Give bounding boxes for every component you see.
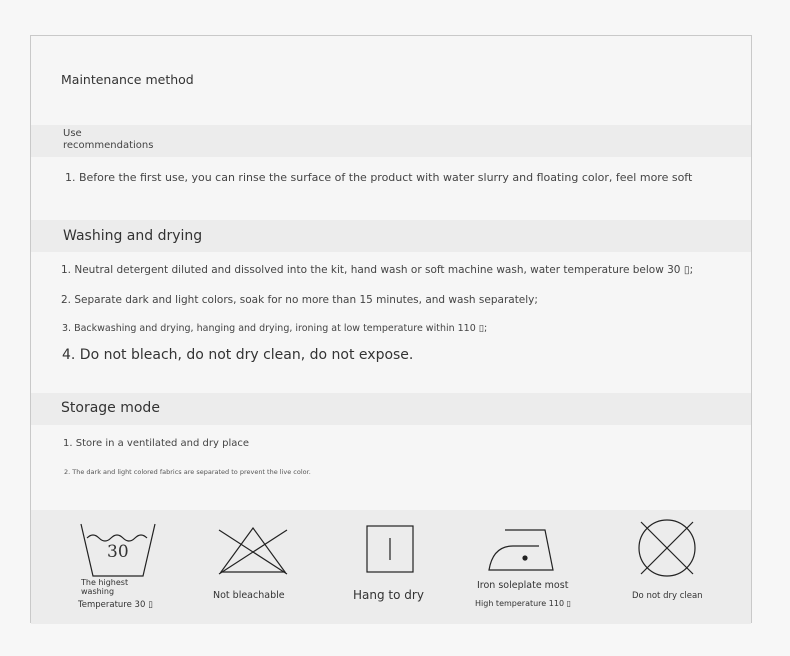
wash-label-line2: washing: [81, 587, 115, 596]
no-dry-clean-icon: [635, 516, 699, 580]
iron-label-line2: High temperature 110 ▯: [475, 599, 571, 608]
use-heading-line1: Use: [63, 128, 82, 139]
wash-label-line1: The highest: [81, 578, 129, 587]
care-icons-row: [31, 510, 751, 624]
washing-item-1: 1. Neutral detergent diluted and dissolved into the kit, hand wash or soft machine wash, water temperature below 30 ▯;: [61, 264, 694, 276]
washing-item-4: 4. Do not bleach, do not dry clean, do not expose.: [62, 347, 414, 363]
storage-item-2: 2. The dark and light colored fabrics are separated to prevent the live color.: [64, 468, 311, 476]
washing-heading: Washing and drying: [63, 228, 203, 244]
wash-label-line3: Temperature 30 ▯: [78, 600, 153, 610]
page-title: Maintenance method: [61, 72, 194, 87]
bleach-label: Not bleachable: [213, 590, 285, 601]
storage-heading: Storage mode: [61, 400, 160, 416]
use-heading-line2: recommendations: [63, 140, 154, 151]
storage-item-1: 1. Store in a ventilated and dry place: [63, 438, 249, 449]
use-item-1: 1. Before the first use, you can rinse the surface of the product with water slurry and floating color, feel more soft: [65, 171, 693, 184]
hang-label: Hang to dry: [353, 588, 424, 602]
no-bleach-icon: [217, 524, 289, 576]
wash-temperature-number: 30: [107, 542, 129, 562]
iron-icon: [487, 524, 567, 572]
iron-label-line1: Iron soleplate most: [477, 580, 569, 591]
use-heading: [63, 128, 153, 152]
hang-dry-icon: [365, 524, 415, 574]
dryclean-label: Do not dry clean: [632, 591, 703, 601]
washing-item-3: 3. Backwashing and drying, hanging and drying, ironing at low temperature within 110 ▯;: [62, 323, 488, 334]
washing-item-2: 2. Separate dark and light colors, soak for no more than 15 minutes, and wash separately;: [61, 294, 538, 306]
care-card: [30, 35, 752, 623]
wash-label: [81, 578, 128, 596]
